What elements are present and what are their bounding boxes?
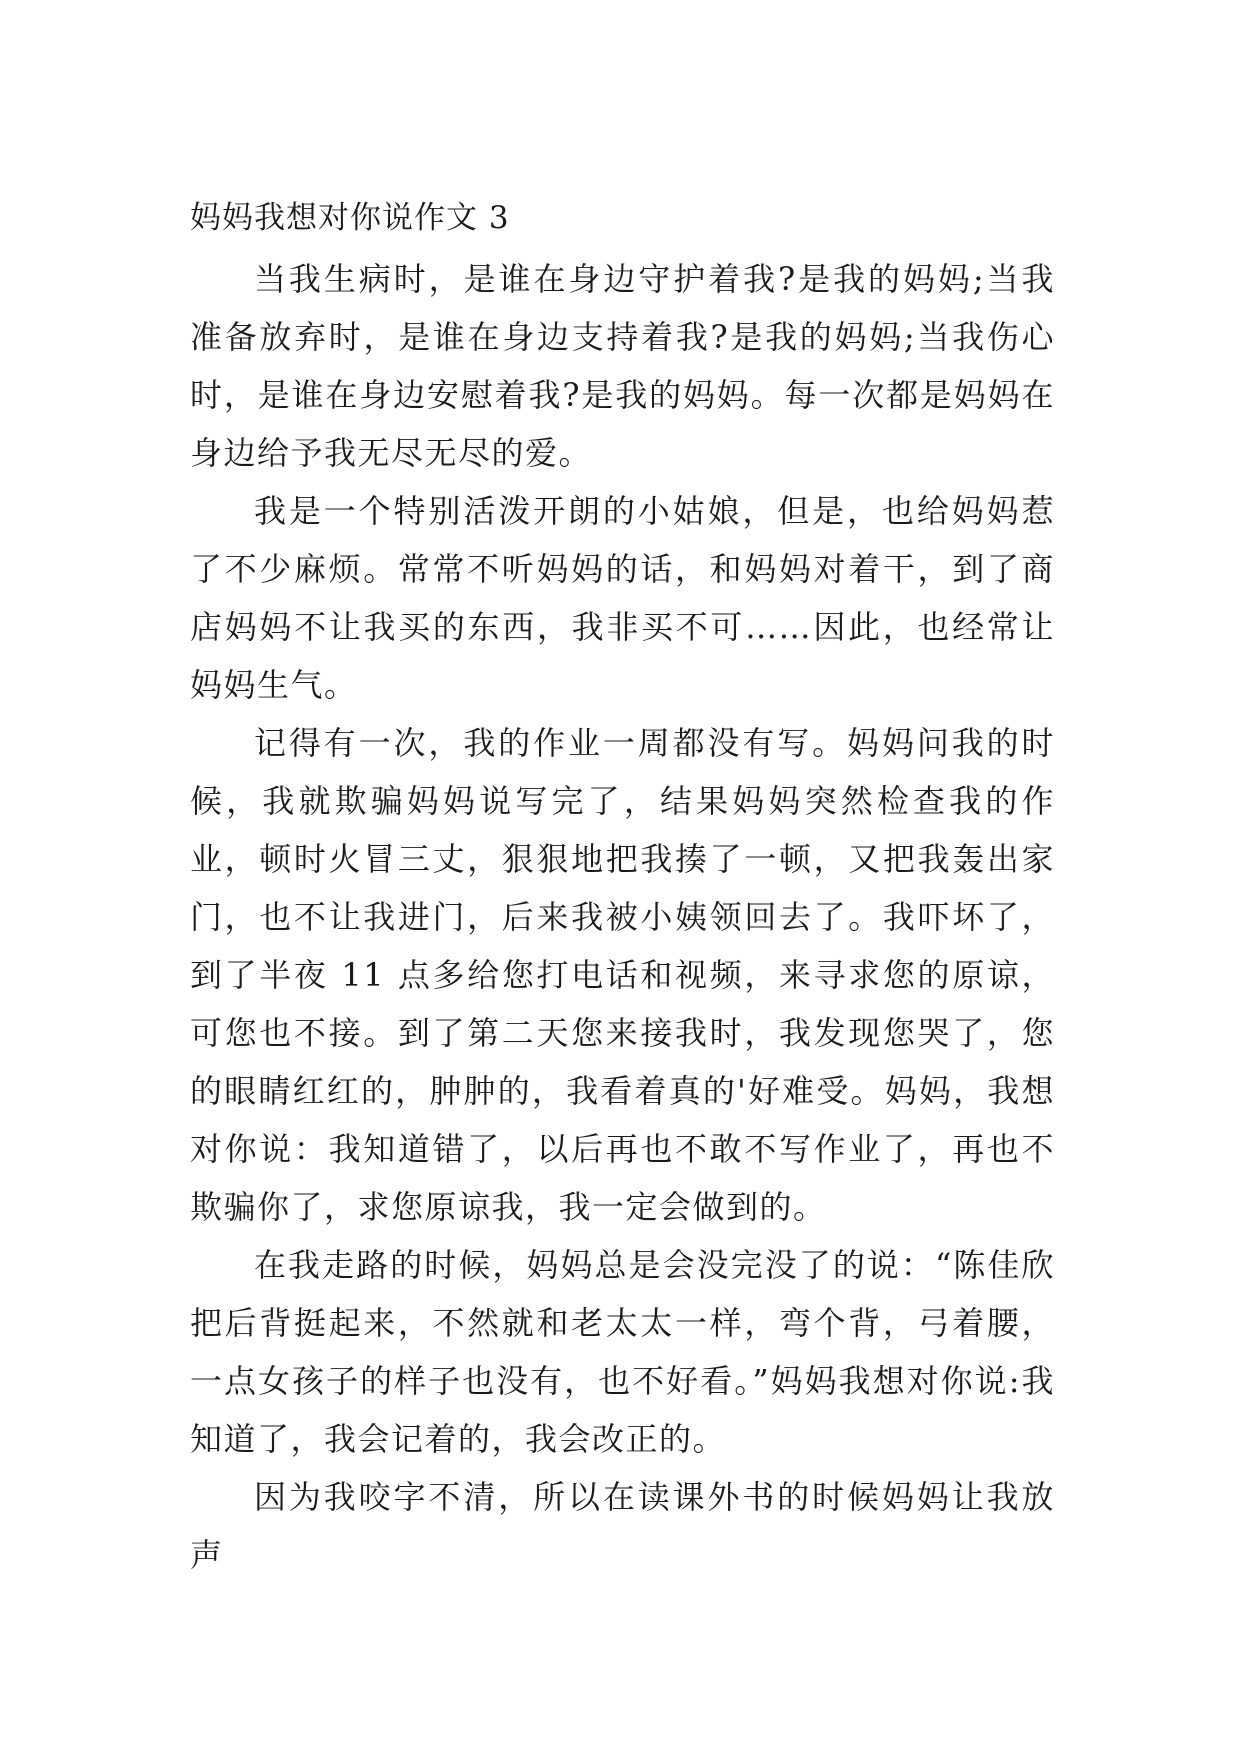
document-body [190, 250, 1055, 1584]
paragraph: 我是一个特别活泼开朗的小姑娘，但是，也给妈妈惹了不少麻烦。常常不听妈妈的话，和妈妈对着干，到了商店妈妈不让我买的东西，我非买不可……因此，也经常让妈妈生气。 [190, 492, 1055, 704]
paragraph: 在我走路的时候，妈妈总是会没完没了的说：“陈佳欣把后背挺起来，不然就和老太太一样，弯个背，弓着腰，一点女孩子的样子也没有，也不好看。”妈妈我想对你说:我知道了，我会记着的，我会改正的。 [190, 1246, 1055, 1458]
paragraph: 当我生病时，是谁在身边守护着我?是我的妈妈;当我准备放弃时，是谁在身边支持着我?是我的妈妈;当我伤心时，是谁在身边安慰着我?是我的妈妈。每一次都是妈妈在身边给予我无尽无尽的爱。 [190, 260, 1055, 472]
paragraph: 因为我咬字不清，所以在读课外书的时候妈妈让我放声 [190, 1478, 1055, 1574]
paragraph: 记得有一次，我的作业一周都没有写。妈妈问我的时候，我就欺骗妈妈说写完了，结果妈妈突然检查我的作业，顿时火冒三丈，狠狠地把我揍了一顿，又把我轰出家门，也不让我进门，后来我被小姨领回去了。我吓坏了，到了半夜 11 点多给您打电话和视频，来寻求您的原谅，可您也不接。到了第二天您来接我时，我发现您哭了，您的眼睛红红的，肿肿的，我看着真的'好难受。妈妈，我想对你说：我知道错了，以后再也不敢不写作业了，再也不欺骗你了，求您原谅我，我一定会做到的。 [190, 724, 1055, 1226]
document-title: 妈妈我想对你说作文 3 [190, 200, 510, 236]
